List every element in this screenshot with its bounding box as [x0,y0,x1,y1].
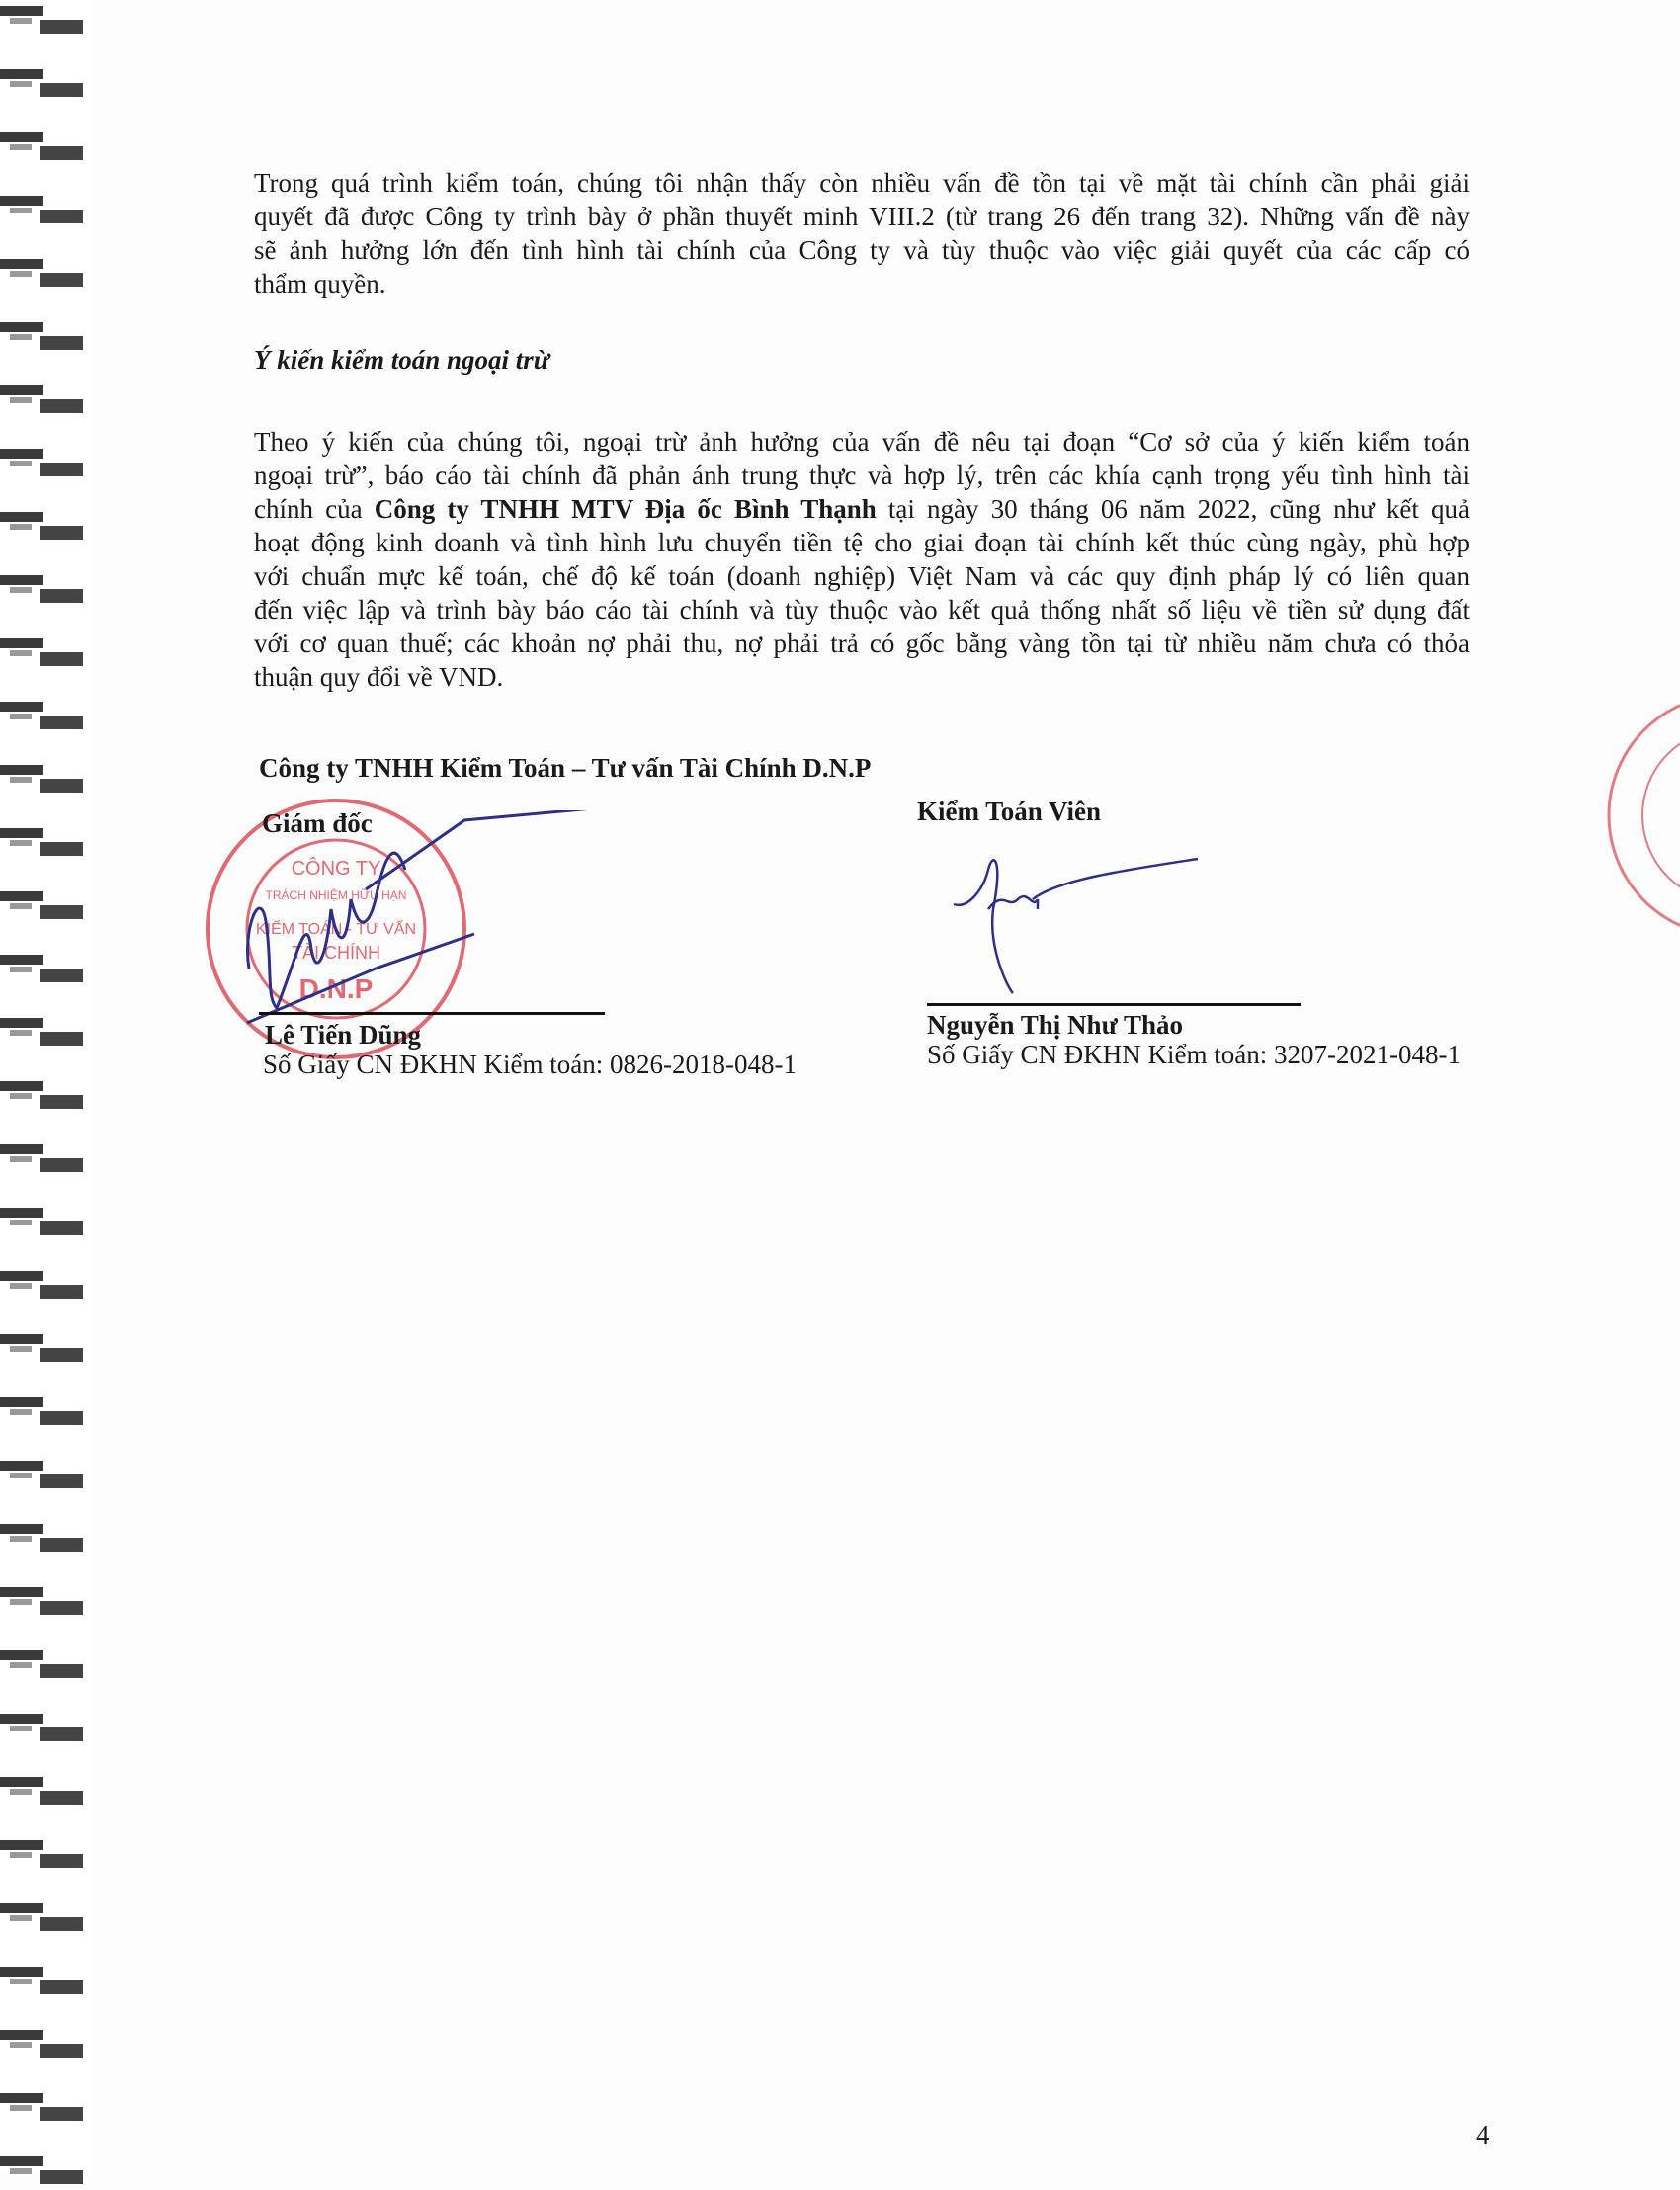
stamp-text: TÀI CHÍNH [292,943,380,963]
paragraph-line: thẩm quyền. [254,269,386,298]
binding-ring [0,126,87,166]
binding-ring [0,1265,87,1305]
stamp-text: KIỂM TOÁN - TƯ VẤN [255,921,417,938]
binding-ring [0,1708,87,1747]
binding-ring [0,2087,87,2127]
binding-ring [0,569,87,609]
audit-firm-name: Công ty TNHH Kiểm Toán – Tư vấn Tài Chính D.N.P [259,753,872,783]
stamp-text: TRÁCH NHIỆM HỮU HẠN [265,888,407,902]
director-signature [237,810,632,1038]
binding-ring [0,1771,87,1811]
binding-ring [0,1328,87,1368]
auditor-name: Nguyễn Thị Như Thảo [927,1010,1184,1040]
binding-ring [0,1455,87,1494]
binding-ring [0,1518,87,1558]
binding-ring [0,1202,87,1241]
text: chính của [254,494,375,524]
binding-ring [0,443,87,482]
paragraph-line: với chuẩn mực kế toán, chế độ kế toán (doanh nghiệp) Việt Nam và các quy định pháp lý có liên quan [254,561,1470,591]
auditor-signature [949,850,1216,998]
paragraph-line: Trong quá trình kiểm toán, chúng tôi nhận thấy còn nhiều vấn đề tồn tại về mặt tài chính cần phải giải [254,168,1470,198]
binding-ring [0,2150,87,2190]
binding-ring [0,885,87,925]
binding-ring [0,759,87,799]
binding-ring [0,190,87,229]
director-title: Giám đốc [262,808,373,838]
binding-ring [0,1138,87,1178]
director-cert-number: Số Giấy CN ĐKHN Kiểm toán: 0826-2018-048-1 [263,1050,797,1079]
binding-ring [0,1644,87,1684]
text: tại ngày 30 tháng 06 năm 2022, cũng như kết quả [876,494,1470,524]
director-name: Lê Tiến Dũng [265,1020,422,1050]
binding-ring [0,822,87,862]
auditor-title: Kiểm Toán Viên [917,797,1102,826]
paragraph-line: thuận quy đổi về VND. [254,662,504,692]
partial-stamp [1601,682,1680,949]
binding-ring [0,949,87,988]
binding-ring [0,63,87,103]
company-name: Công ty TNHH MTV Địa ốc Bình Thạnh [374,494,877,524]
binding-ring [0,696,87,735]
binding-ring [0,632,87,672]
binding-ring [0,253,87,293]
binding-ring [0,379,87,419]
paragraph-line: sẽ ảnh hưởng lớn đến tình hình tài chính của Công ty và tùy thuộc vào việc giải quyết của các cấp có [254,235,1470,265]
signature-line [927,1003,1301,1006]
binding-ring [0,1961,87,2000]
spiral-binding [0,0,91,2174]
paragraph-line: quyết đã được Công ty trình bày ở phần thuyết minh VIII.2 (từ trang 26 đến trang 32). Những vấn đề này [254,202,1470,231]
binding-ring [0,0,87,40]
binding-ring [0,1581,87,1621]
stamp-text: D.N.P [298,973,374,1004]
binding-ring [0,506,87,546]
paragraph-line [254,492,1470,526]
auditor-cert-number: Số Giấy CN ĐKHN Kiểm toán: 3207-2021-048-1 [927,1040,1461,1069]
binding-ring [0,316,87,356]
stamp-text: CÔNG TY [291,858,381,880]
paragraph-line: ngoại trừ”, báo cáo tài chính đã phản ánh trung thực và hợp lý, trên các khía cạnh trọng yếu tình hình tài [254,461,1470,490]
binding-ring [0,2024,87,2064]
binding-ring [0,1012,87,1052]
paragraph-line: với cơ quan thuế; các khoản nợ phải thu, nợ phải trả có gốc bằng vàng tồn tại từ nhiều năm chưa có thỏa [254,629,1470,658]
section-heading: Ý kiến kiểm toán ngoại trừ [254,345,549,375]
page-number: 4 [1476,2120,1490,2149]
paragraph-line: đến việc lập và trình bày báo cáo tài chính và tùy thuộc vào kết quả thống nhất số liệu về tiền sử dụng đất [254,595,1470,625]
binding-ring [0,1075,87,1115]
paragraph-line: hoạt động kinh doanh và tình hình lưu chuyển tiền tệ cho giai đoạn tài chính kết thúc cùng ngày, phù hợp [254,528,1470,557]
binding-ring [0,1391,87,1431]
signature-line [259,1012,605,1015]
paragraph-line: Theo ý kiến của chúng tôi, ngoại trừ ảnh hưởng của vấn đề nêu tại đoạn “Cơ sở của ý kiến kiểm toán [254,427,1470,457]
binding-ring [0,1834,87,1874]
binding-ring [0,1897,87,1937]
